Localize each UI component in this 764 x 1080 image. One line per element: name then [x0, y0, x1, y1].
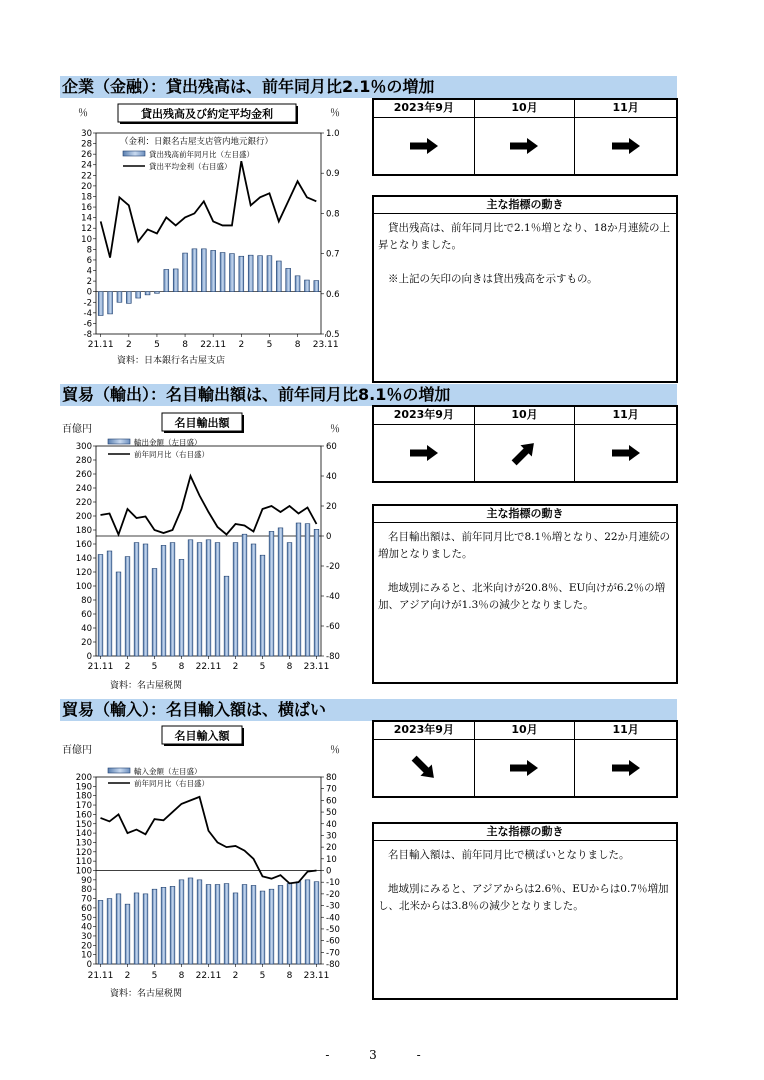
arrow-table-lending [372, 98, 678, 176]
bar [296, 882, 301, 964]
bar [287, 884, 292, 964]
chart-title: 貸出残高及び約定平均金利 [141, 107, 273, 121]
arrow-cell [575, 118, 676, 174]
bar [143, 544, 148, 656]
bar [116, 894, 121, 964]
arrow-right-icon [406, 128, 442, 164]
bar [220, 253, 225, 292]
bar [314, 281, 319, 292]
bar [170, 886, 175, 964]
right-tick-label: 20 [326, 502, 337, 512]
indicator-note: ※上記の矢印の向きは貸出残高を示すもの。 [388, 273, 598, 285]
bar [260, 555, 265, 656]
right-tick-label: -50 [326, 924, 340, 935]
bar [170, 543, 175, 656]
arrow-cell [575, 425, 676, 481]
arrow-header: 10月 [475, 407, 576, 425]
x-tick-label: 2 [238, 340, 245, 350]
right-tick-label: 0 [326, 866, 332, 877]
arrow-header: 2023年9月 [374, 407, 475, 425]
bar [179, 559, 184, 656]
bar [296, 523, 301, 656]
left-unit-label: ％ [78, 108, 88, 119]
legend-bar-label: 貸出残高前年同月比（左目盛） [149, 150, 254, 159]
right-tick-label: 50 [326, 808, 337, 819]
indicator-text: 地域別にみると、北米向けが20.8％、EU向けが6.2％の増加、アジア向けが1.3％の減少となりました。 [378, 582, 666, 611]
right-tick-label: -20 [326, 889, 340, 900]
bar [125, 904, 130, 964]
x-tick-label: 2 [232, 662, 239, 672]
bar [134, 893, 139, 964]
bar [173, 269, 178, 292]
chart-source: 資料：名古屋税関 [110, 681, 183, 691]
x-tick-label: 5 [151, 662, 158, 672]
right-tick-label: -70 [326, 948, 340, 959]
x-tick-label: 21.11 [87, 340, 114, 350]
arrow-cell [374, 740, 475, 796]
right-tick-label: 0.9 [326, 169, 340, 180]
x-tick-label: 2 [124, 971, 131, 981]
arrow-down-right-icon [406, 750, 442, 786]
chart-source: 資料：名古屋税関 [110, 989, 183, 999]
left-tick-label: 280 [75, 456, 92, 466]
bar [269, 531, 274, 656]
left-tick-label: 26 [81, 150, 92, 161]
left-tick-label: 100 [75, 866, 92, 877]
left-tick-label: 70 [81, 894, 92, 905]
left-tick-label: 20 [81, 941, 92, 952]
bar [233, 893, 238, 964]
chart-svg [60, 409, 350, 699]
bar [197, 543, 202, 656]
bar [278, 528, 283, 656]
left-tick-label: 22 [81, 171, 92, 182]
right-tick-label: -60 [326, 622, 340, 632]
line-series [101, 476, 317, 535]
bar [248, 255, 253, 291]
right-unit-label: ％ [330, 424, 340, 435]
bar [126, 292, 131, 304]
chart-exports [60, 409, 350, 703]
arrow-header: 2023年9月 [374, 722, 475, 740]
arrow-cell [475, 425, 576, 481]
bar [188, 878, 193, 964]
bar [143, 894, 148, 964]
chart-lending [60, 101, 350, 385]
x-tick-label: 22.11 [200, 340, 227, 350]
left-tick-label: -8 [83, 330, 92, 340]
right-tick-label: -80 [326, 960, 340, 970]
bar [224, 884, 229, 964]
left-tick-label: 10 [81, 950, 92, 961]
arrow-header: 11月 [575, 722, 676, 740]
arrow-right-icon [506, 128, 542, 164]
legend-bar-label: 輸入金額（左目盛） [134, 767, 202, 776]
left-tick-label: 18 [81, 192, 92, 203]
left-tick-label: 140 [75, 829, 92, 840]
left-tick-label: 180 [75, 526, 92, 536]
left-tick-label: 0 [86, 287, 92, 298]
right-tick-label: 10 [326, 854, 337, 865]
right-tick-label: 0.7 [326, 249, 340, 260]
right-tick-label: -20 [326, 562, 340, 572]
indicator-text: 名目輸出額は、前年同月比で8.1％増となり、22か月連続の増加となりました。 [378, 531, 671, 560]
right-tick-label: 70 [326, 784, 337, 795]
bar [98, 900, 103, 964]
left-tick-label: 160 [75, 810, 92, 821]
right-tick-label: -40 [326, 592, 340, 602]
arrow-header: 11月 [575, 100, 676, 118]
indicator-text: 名目輸入額は、前年同月比で横ばいとなりました。 [388, 849, 630, 861]
line-series [101, 161, 317, 257]
bar [267, 256, 272, 292]
bar [155, 292, 160, 294]
left-tick-label: 60 [81, 610, 92, 620]
left-tick-label: 80 [81, 596, 92, 606]
left-tick-label: -2 [83, 298, 92, 309]
left-tick-label: 150 [75, 819, 92, 830]
left-tick-label: 50 [81, 913, 92, 924]
bar [276, 261, 281, 292]
legend-bar-label: 輸出金額（左目盛） [134, 438, 202, 447]
right-tick-label: -80 [326, 652, 340, 662]
bar [230, 254, 235, 292]
arrow-header: 10月 [475, 722, 576, 740]
page-number: - 3 - [325, 1048, 439, 1062]
right-tick-label: 30 [326, 831, 337, 842]
left-tick-label: 170 [75, 801, 92, 812]
bar [201, 249, 206, 292]
x-tick-label: 23.11 [303, 662, 330, 672]
bar [314, 529, 319, 656]
left-unit-label: 百億円 [62, 424, 92, 435]
arrow-cell [374, 425, 475, 481]
left-tick-label: 28 [81, 139, 92, 150]
arrow-right-icon [506, 750, 542, 786]
left-tick-label: 110 [75, 857, 92, 868]
x-tick-label: 5 [259, 971, 266, 981]
chart-source: 資料：日本銀行名古屋支店 [117, 356, 226, 366]
bar [233, 543, 238, 656]
left-tick-label: 16 [81, 203, 92, 214]
x-tick-label: 22.11 [195, 662, 222, 672]
left-tick-label: 20 [81, 638, 92, 648]
bar [183, 253, 188, 292]
bar [314, 882, 319, 964]
arrow-up-right-icon [506, 435, 542, 471]
left-tick-label: 200 [75, 773, 92, 783]
left-tick-label: 90 [81, 875, 92, 886]
bar [145, 292, 150, 295]
left-tick-label: 12 [81, 224, 92, 235]
arrow-table-imports [372, 720, 678, 798]
section-header-exports: 貿易（輸出）：名目輸出額は、前年同月比8.1％の増加 [60, 384, 677, 406]
right-tick-label: -30 [326, 901, 340, 912]
bar [108, 292, 113, 314]
right-tick-label: 40 [326, 819, 337, 830]
chart-imports [60, 722, 350, 1008]
bar [107, 899, 112, 964]
bar [116, 572, 121, 656]
bar [278, 885, 283, 964]
left-tick-label: 0 [86, 652, 92, 662]
x-tick-label: 21.11 [87, 971, 114, 981]
bar [215, 543, 220, 656]
indicator-title: 主な指標の動き [374, 506, 676, 523]
bar [224, 576, 229, 656]
indicator-box-lending [372, 195, 678, 383]
left-tick-label: 100 [75, 582, 92, 592]
bar [258, 256, 263, 292]
legend-line-label: 前年同月比（右目盛） [134, 450, 209, 459]
arrow-right-icon [608, 435, 644, 471]
left-tick-label: 10 [81, 234, 92, 245]
right-tick-label: 0 [326, 532, 332, 542]
left-tick-label: 190 [75, 782, 92, 793]
bar [269, 889, 274, 964]
left-tick-label: 160 [75, 540, 92, 550]
bar [295, 276, 300, 292]
legend-bar-swatch [108, 439, 130, 444]
arrow-table-exports [372, 405, 678, 483]
bar [136, 292, 141, 298]
left-tick-label: 30 [81, 129, 92, 139]
indicator-box-exports [372, 504, 678, 684]
x-tick-label: 8 [286, 662, 293, 672]
chart-note: （金利：日銀名古屋支店管内地元銀行） [120, 137, 274, 147]
left-unit-label: 百億円 [62, 745, 92, 756]
legend-line-label: 前年同月比（右目盛） [134, 779, 209, 788]
x-tick-label: 2 [125, 340, 132, 350]
indicator-title: 主な指標の動き [374, 197, 676, 214]
legend-bar-swatch [108, 768, 130, 773]
legend-line-label: 貸出平均金利（右目盛） [149, 162, 232, 171]
bar [164, 269, 169, 291]
left-tick-label: 14 [81, 213, 92, 224]
bar [188, 540, 193, 656]
bar [152, 889, 157, 964]
arrow-right-icon [608, 750, 644, 786]
arrow-header: 10月 [475, 100, 576, 118]
right-unit-label: ％ [330, 745, 340, 756]
bar [161, 887, 166, 964]
left-tick-label: 80 [81, 885, 92, 896]
left-tick-label: 180 [75, 791, 92, 802]
right-tick-label: 60 [326, 442, 337, 452]
x-tick-label: 21.11 [87, 662, 114, 672]
x-tick-label: 8 [182, 340, 188, 350]
right-tick-label: 60 [326, 796, 337, 807]
right-unit-label: ％ [330, 108, 340, 119]
bar [305, 880, 310, 964]
x-tick-label: 2 [232, 971, 239, 981]
left-tick-label: 4 [86, 266, 92, 277]
left-tick-label: 140 [75, 554, 92, 564]
arrow-cell [475, 118, 576, 174]
left-tick-label: 0 [86, 960, 92, 970]
left-tick-label: 60 [81, 903, 92, 914]
x-tick-label: 5 [259, 662, 266, 672]
right-tick-label: 40 [326, 472, 337, 482]
bar [152, 569, 157, 657]
bar [251, 544, 256, 656]
chart-svg [60, 101, 350, 381]
bar [98, 292, 103, 316]
left-tick-label: 120 [75, 568, 92, 578]
right-tick-label: -10 [326, 878, 340, 889]
arrow-header: 11月 [575, 407, 676, 425]
x-tick-label: 8 [178, 662, 185, 672]
bar [305, 280, 310, 292]
bar [134, 543, 139, 656]
bar [206, 540, 211, 656]
arrow-cell [475, 740, 576, 796]
indicator-title: 主な指標の動き [374, 824, 676, 841]
x-tick-label: 2 [124, 662, 131, 672]
bar [286, 268, 291, 291]
left-tick-label: 240 [75, 484, 92, 494]
x-tick-label: 23.11 [312, 340, 339, 350]
bar [98, 555, 103, 657]
arrow-right-icon [406, 435, 442, 471]
left-tick-label: 130 [75, 838, 92, 849]
bar [242, 885, 247, 964]
bar [215, 885, 220, 964]
section-header-lending: 企業（金融）：貸出残高は、前年同月比2.1％の増加 [60, 76, 677, 98]
right-tick-label: 20 [326, 843, 337, 854]
bar [206, 885, 211, 964]
bar [125, 557, 130, 656]
bar [287, 543, 292, 656]
bar [239, 256, 244, 291]
left-tick-label: 2 [86, 277, 92, 288]
right-tick-label: -60 [326, 936, 340, 947]
legend-bar-swatch [123, 151, 145, 156]
arrow-cell [374, 118, 475, 174]
indicator-text: 地域別にみると、アジアからは2.6％、EUからは0.7％増加し、北米からは3.8％の減少となりました。 [378, 883, 669, 912]
right-tick-label: 80 [326, 773, 337, 783]
left-tick-label: 40 [81, 922, 92, 933]
x-tick-label: 23.11 [303, 971, 330, 981]
arrow-right-icon [608, 128, 644, 164]
left-tick-label: 20 [81, 181, 92, 192]
left-tick-label: 220 [75, 498, 92, 508]
arrow-header: 2023年9月 [374, 100, 475, 118]
right-tick-label: 1.0 [326, 129, 340, 139]
left-tick-label: 120 [75, 847, 92, 858]
right-tick-label: 0.8 [326, 209, 340, 220]
chart-title: 名目輸入額 [174, 729, 230, 743]
bar [117, 292, 122, 303]
bar [161, 545, 166, 656]
arrow-cell [575, 740, 676, 796]
x-tick-label: 5 [266, 340, 273, 350]
left-tick-label: 40 [81, 624, 92, 634]
left-tick-label: 24 [81, 160, 92, 171]
left-tick-label: -4 [83, 308, 92, 319]
left-tick-label: 8 [86, 245, 92, 256]
section-header-imports: 貿易（輸入）：名目輸入額は、横ばい [60, 699, 677, 721]
left-tick-label: 6 [86, 255, 92, 266]
bar [179, 880, 184, 964]
x-tick-label: 8 [294, 340, 301, 350]
right-tick-label: 0.6 [326, 289, 340, 300]
bar [107, 551, 112, 656]
left-tick-label: 260 [75, 470, 92, 480]
bar [192, 249, 197, 292]
bar [211, 250, 216, 291]
x-tick-label: 22.11 [195, 971, 222, 981]
chart-svg [60, 722, 350, 1004]
right-tick-label: 0.5 [326, 330, 340, 340]
x-tick-label: 8 [286, 971, 293, 981]
left-tick-label: 200 [75, 512, 92, 522]
x-tick-label: 5 [154, 340, 160, 350]
bar [251, 885, 256, 964]
bar [242, 534, 247, 656]
left-tick-label: 30 [81, 931, 92, 942]
bar [260, 891, 265, 964]
left-tick-label: -6 [83, 319, 92, 330]
bar [197, 880, 202, 964]
right-tick-label: -40 [326, 913, 340, 924]
left-tick-label: 300 [75, 442, 92, 452]
x-tick-label: 8 [178, 971, 185, 981]
bar [305, 524, 310, 656]
indicator-box-imports [372, 822, 678, 1000]
x-tick-label: 5 [151, 971, 158, 981]
chart-title: 名目輸出額 [174, 416, 230, 430]
indicator-text: 貸出残高は、前年同月比で2.1％増となり、18か月連続の上昇となりました。 [378, 222, 671, 251]
